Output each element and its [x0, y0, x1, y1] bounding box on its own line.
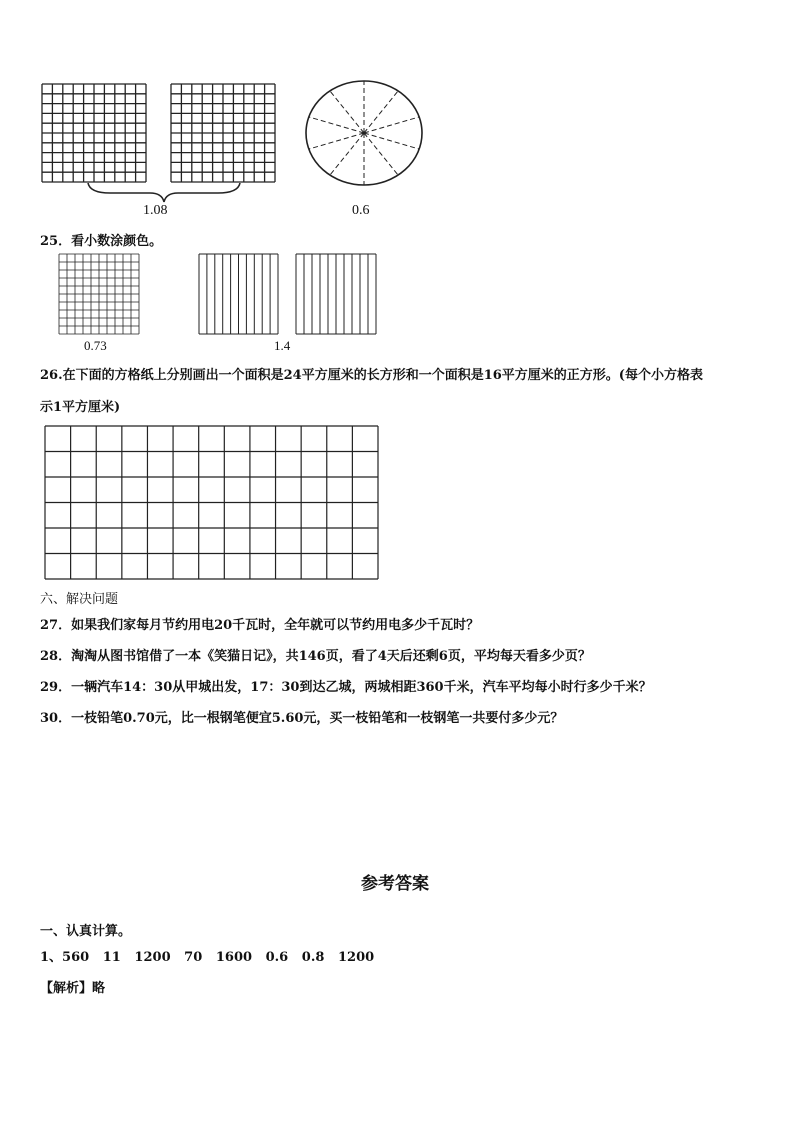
answers-title: 参考答案 — [361, 874, 429, 894]
question-28: 28．淘淘从图书馆借了一本《笑猫日记》，共146页，看了4天后还剩6页，平均每天看多少页？ — [40, 649, 591, 664]
question-29: 29．一辆汽车14：30从甲城出发，17：30到达乙城，两城相距360千米，汽车平均每小时行多少千米？ — [40, 680, 652, 695]
question-26-line2: 示1平方厘米) — [40, 400, 121, 415]
square-grid-paper — [0, 0, 794, 200]
answer-1: 1、560 11 1200 70 1600 0.6 0.8 1200 — [40, 950, 375, 965]
label-1-08: 1.08 — [143, 203, 168, 218]
question-26-line1: 26.在下面的方格纸上分别画出一个面积是24平方厘米的长方形和一个面积是16平方厘米的正方形。(每个小方格表 — [40, 368, 703, 383]
strip-boxes — [199, 254, 376, 334]
label-0-6: 0.6 — [352, 203, 370, 218]
question-25: 25．看小数涂颜色。 — [40, 234, 163, 249]
hundred-square-grid — [59, 254, 139, 334]
answer-1-note: 【解析】略 — [40, 981, 106, 996]
section-6-heading: 六、解决问题 — [40, 592, 119, 607]
question-27: 27．如果我们家每月节约用电20千瓦时，全年就可以节约用电多少千瓦时？ — [40, 618, 480, 633]
label-1-4: 1.4 — [274, 338, 291, 353]
label-0-73: 0.73 — [84, 338, 107, 353]
answers-section-1: 一、认真计算。 — [40, 924, 132, 939]
question-30: 30．一枝铅笔0.70元，比一根钢笔便宜5.60元，买一枝铅笔和一枝钢笔一共要付多少元？ — [40, 711, 564, 726]
